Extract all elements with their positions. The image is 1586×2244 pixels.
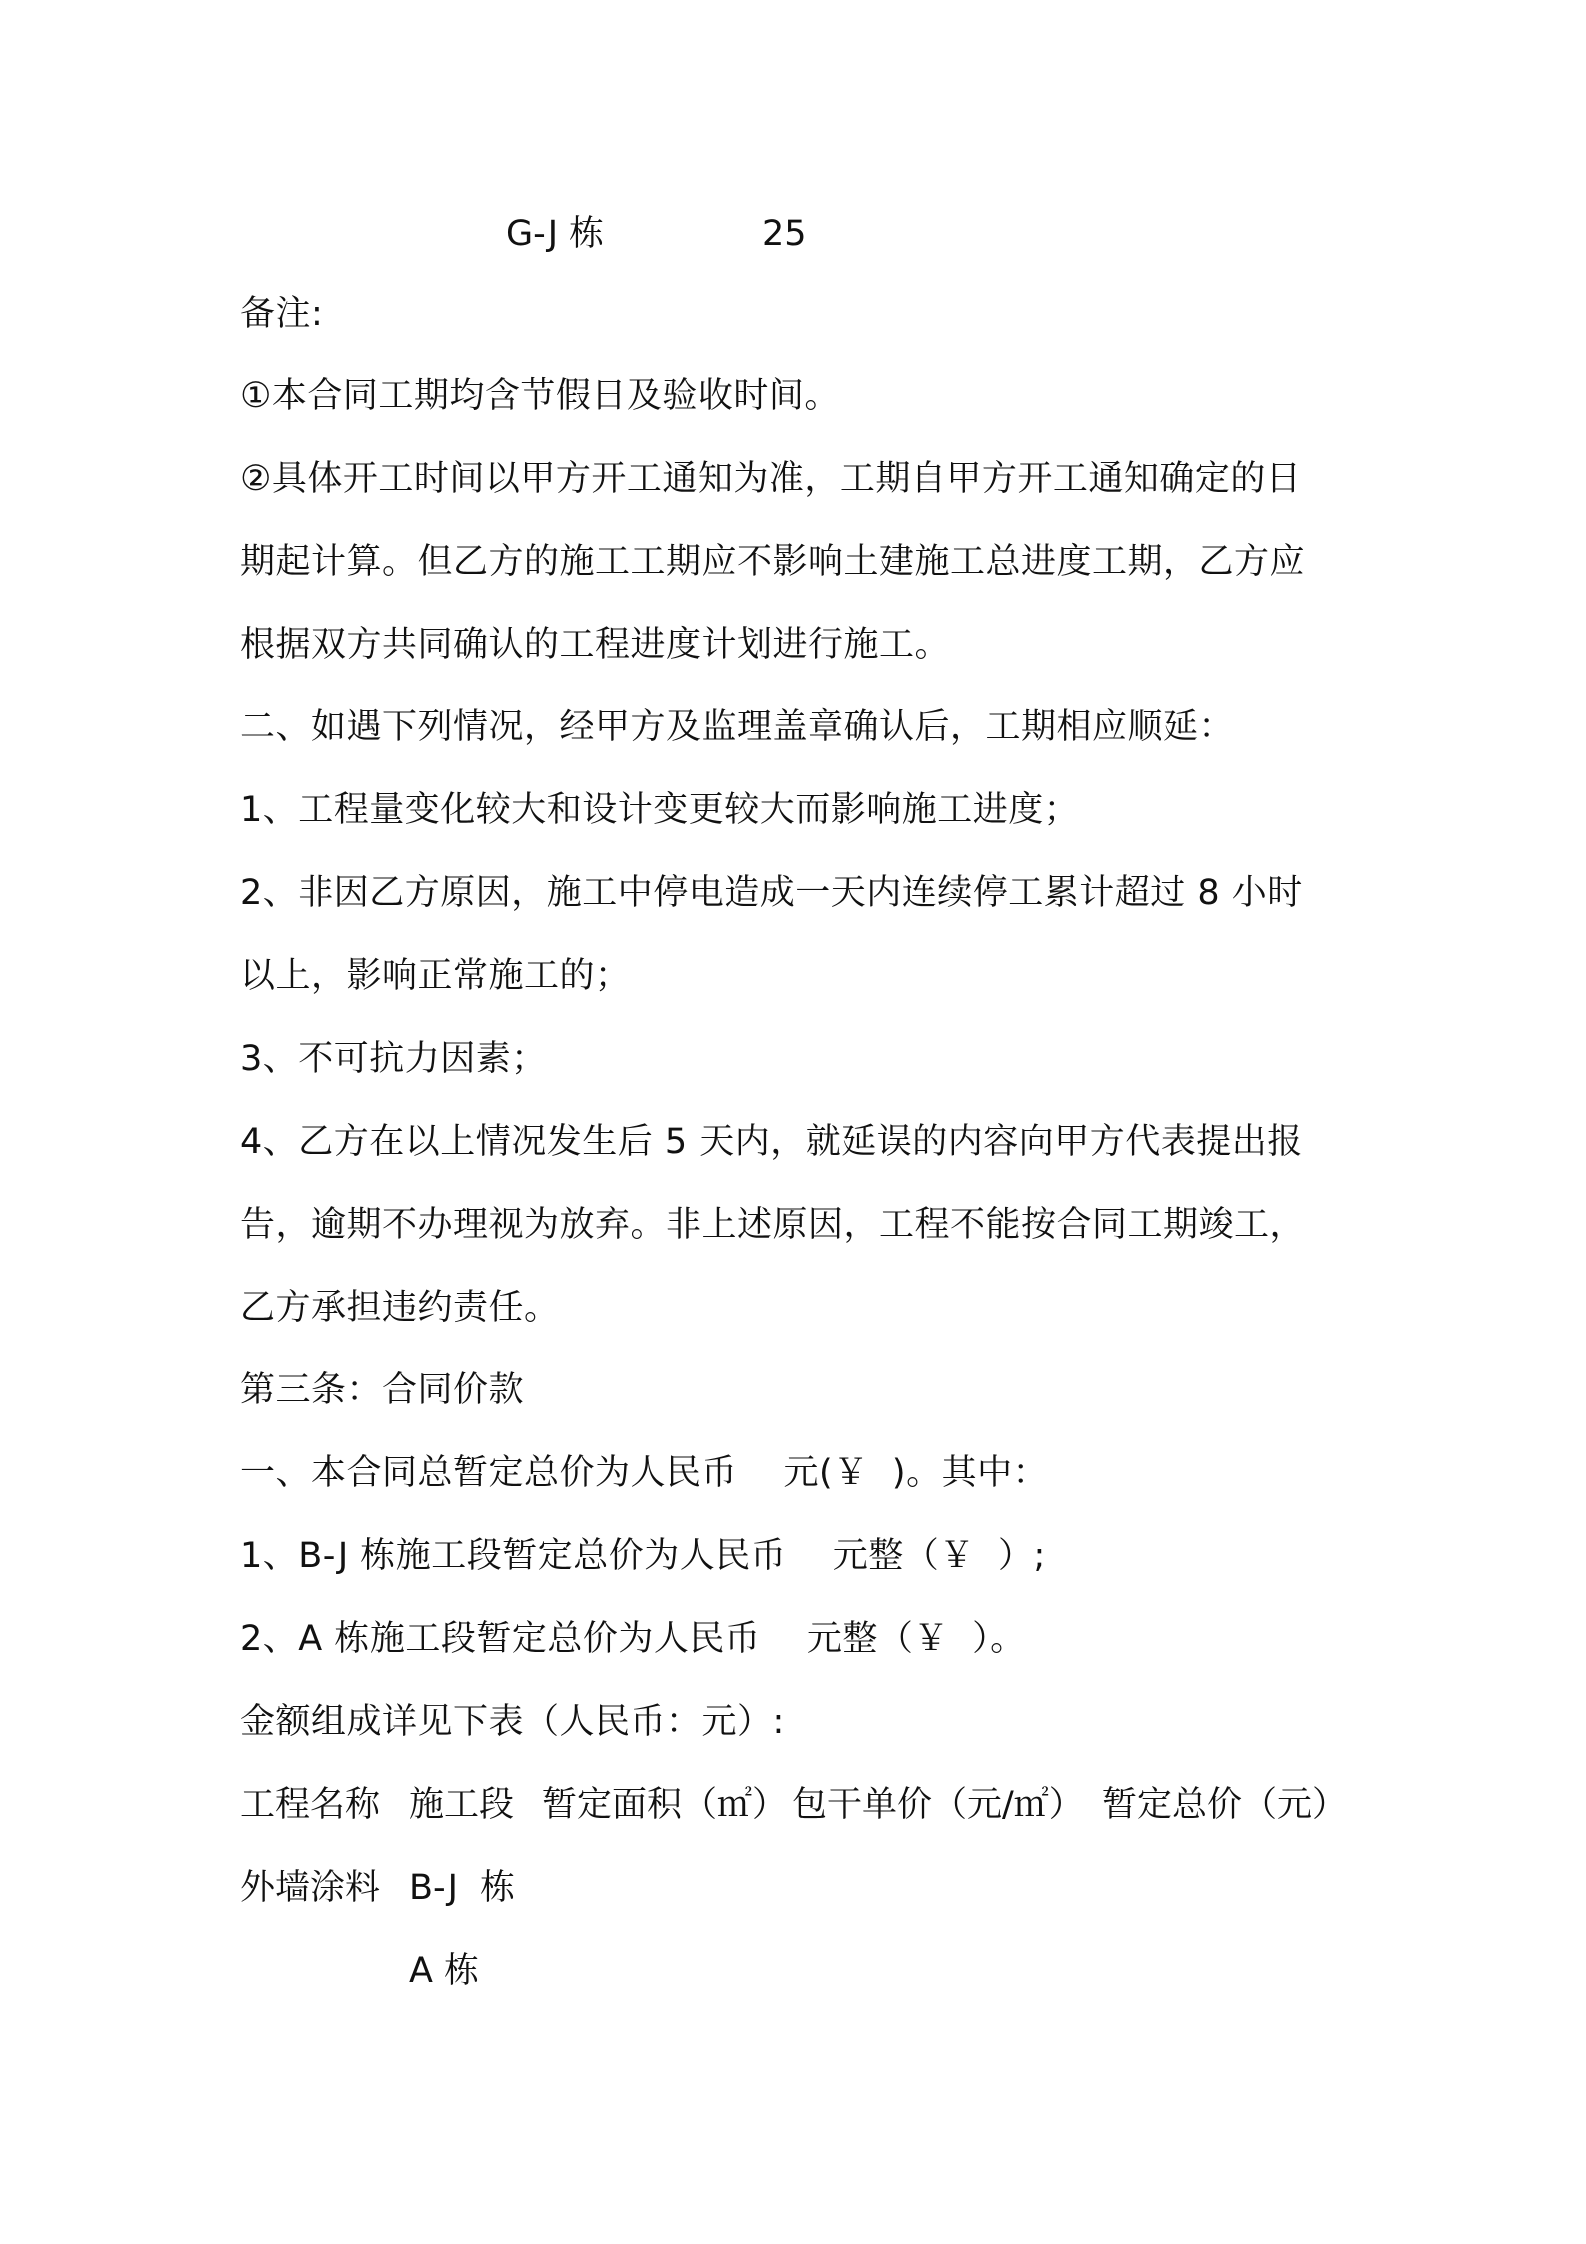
table-row-1-section: B-J 栋 — [409, 1868, 516, 1908]
article-3-part-1: 1、B-J 栋施工段暂定总价为人民币 元整（￥ ）; — [240, 1536, 1046, 1576]
note-1: ①本合同工期均含节假日及验收时间。 — [240, 376, 840, 416]
article-3-part-2: 2、A 栋施工段暂定总价为人民币 元整（￥ ）。 — [240, 1619, 1026, 1659]
section-2-item-4-line-2: 告，逾期不办理视为放弃。非上述原因，工程不能按合同工期竣工， — [240, 1205, 1306, 1245]
schedule-days: 25 — [762, 214, 807, 254]
schedule-building: G-J 栋 — [506, 214, 605, 254]
table-row-2-section: A 栋 — [409, 1951, 480, 1991]
note-2-line-3: 根据双方共同确认的工程进度计划进行施工。 — [240, 625, 951, 665]
section-2-item-4-line-3: 乙方承担违约责任。 — [240, 1288, 560, 1328]
table-header-area: 暂定面积（㎡） — [542, 1785, 788, 1825]
section-2-item-3: 3、不可抗力因素； — [240, 1039, 547, 1079]
table-header-project: 工程名称 — [240, 1785, 381, 1825]
section-2-item-2-line-1: 2、非因乙方原因，施工中停电造成一天内连续停工累计超过 8 小时 — [240, 873, 1303, 913]
note-2-line-2: 期起计算。但乙方的施工工期应不影响土建施工总进度工期，乙方应 — [240, 542, 1306, 582]
section-2-item-1: 1、工程量变化较大和设计变更较大而影响施工进度； — [240, 790, 1080, 830]
table-row-1-project: 外墙涂料 — [240, 1868, 381, 1908]
table-header-unit-price: 包干单价（元/㎡） — [792, 1785, 1084, 1825]
table-header-total: 暂定总价（元） — [1102, 1785, 1348, 1825]
article-3-total: 一、本合同总暂定总价为人民币 元(￥ )。其中： — [240, 1453, 1049, 1493]
section-2-item-2-line-2: 以上，影响正常施工的； — [240, 956, 631, 996]
section-2-heading: 二、如遇下列情况，经甲方及监理盖章确认后，工期相应顺延： — [240, 707, 1235, 747]
article-3-table-intro: 金额组成详见下表（人民币：元）: — [240, 1702, 785, 1742]
section-2-item-4-line-1: 4、乙方在以上情况发生后 5 天内，就延误的内容向甲方代表提出报 — [240, 1122, 1303, 1162]
article-3-heading: 第三条：合同价款 — [240, 1370, 525, 1410]
table-header-section: 施工段 — [409, 1785, 515, 1825]
note-2-line-1: ②具体开工时间以甲方开工通知为准，工期自甲方开工通知确定的日 — [240, 459, 1302, 499]
notes-label: 备注: — [240, 294, 324, 334]
